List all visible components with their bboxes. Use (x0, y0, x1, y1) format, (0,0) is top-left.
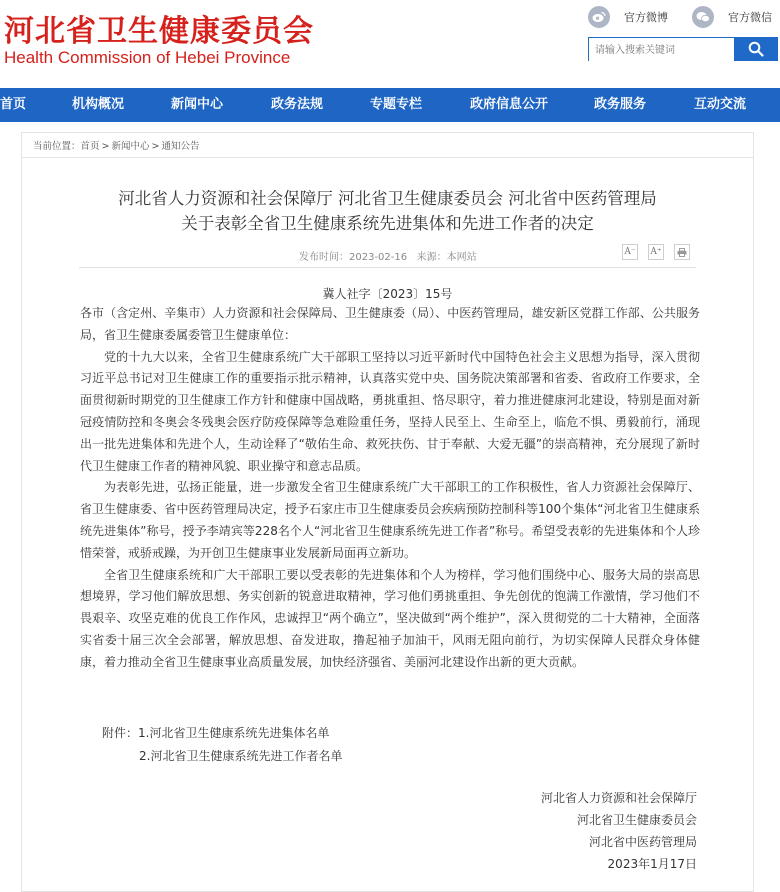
publish-date: 2023-02-16 (349, 252, 408, 263)
signature-org-3: 河北省中医药管理局 (588, 835, 697, 849)
article-title-line1: 河北省人力资源和社会保障厅 河北省卫生健康委员会 河北省中医药管理局 (118, 189, 657, 208)
wechat-label: 官方微信 (728, 11, 772, 24)
font-decrease-button[interactable] (622, 244, 638, 260)
main-nav (0, 88, 780, 122)
attachment-1 (102, 724, 329, 741)
site-logo-subtitle[interactable]: Health Commission of Hebei Province (4, 48, 291, 67)
nav-disclosure[interactable]: 政府信息公开 (470, 97, 549, 112)
search-icon (748, 41, 764, 57)
article-body (80, 303, 700, 674)
search-button[interactable] (734, 37, 778, 61)
breadcrumb-separator: > (101, 141, 110, 152)
breadcrumb-home[interactable]: 首页 (80, 141, 100, 152)
article-tools (622, 244, 700, 260)
search-box (588, 37, 734, 61)
font-increase-icon: A⁺ (650, 247, 662, 257)
signature-org-2: 河北省卫生健康委员会 (576, 813, 697, 827)
nav-news[interactable]: 新闻中心 (171, 97, 224, 112)
wechat-link[interactable] (692, 6, 772, 28)
signature-date: 2023年1月17日 (607, 857, 697, 871)
nav-home[interactable]: 首页 (0, 97, 27, 112)
source-value: 本网站 (446, 252, 477, 263)
weibo-icon (588, 6, 610, 28)
nav-services[interactable]: 政务服务 (594, 97, 647, 112)
attachment-link-1[interactable]: 1.河北省卫生健康系统先进集体名单 (138, 726, 330, 740)
attachment-link-2[interactable]: 2.河北省卫生健康系统先进工作者名单 (139, 749, 343, 763)
breadcrumb-divider (22, 157, 753, 158)
meta-divider (79, 267, 696, 268)
font-decrease-icon: A⁻ (624, 247, 636, 257)
print-icon (677, 248, 687, 257)
nav-about[interactable]: 机构概况 (72, 97, 125, 112)
nav-interaction[interactable]: 互动交流 (694, 97, 747, 112)
breadcrumb-notices[interactable]: 通知公告 (161, 141, 200, 152)
print-button[interactable] (674, 244, 690, 260)
source-label: 来源： (416, 252, 447, 263)
font-increase-button[interactable] (648, 244, 664, 260)
search-input[interactable] (589, 40, 734, 62)
publish-label: 发布时间： (299, 252, 349, 263)
attachment-label: 附件： (102, 726, 139, 740)
weibo-link[interactable] (588, 6, 668, 28)
body-paragraph: 为表彰先进，弘扬正能量，进一步激发全省卫生健康系统广大干部职工的工作积极性，省人力资源社会保障厅、省卫生健康委、省中医药管理局决定，授予石家庄市卫生健康委员会疾病预防控制科等100个集体“河北省卫生健康系统先进集体”称号，授予李靖宾等228名个人“河北省卫生健康系统先进工作者”称号。希望受表彰的先进集体和个人珍惜荣誉，戒骄戒躁，为开创卫生健康事业发展新局面再立新功。 (80, 480, 700, 560)
breadcrumb-prefix: 当前位置： (33, 141, 81, 152)
recipients-paragraph: 各市（含定州、辛集市）人力资源和社会保障局、卫生健康委（局）、中医药管理局，雄安新区党群工作部、公共服务局，省卫生健康委属委管卫生健康单位： (80, 306, 700, 342)
wechat-icon (692, 6, 714, 28)
breadcrumb (33, 138, 200, 152)
signature-org-1: 河北省人力资源和社会保障厅 (540, 791, 697, 805)
breadcrumb-news[interactable]: 新闻中心 (111, 141, 150, 152)
breadcrumb-separator: > (151, 141, 160, 152)
site-logo-title[interactable]: 河北省卫生健康委员会 (4, 14, 314, 49)
attachment-2 (139, 747, 342, 764)
article-meta (299, 248, 477, 263)
weibo-label: 官方微博 (624, 11, 668, 24)
nav-regulations[interactable]: 政务法规 (271, 97, 324, 112)
nav-topics[interactable]: 专题专栏 (370, 97, 423, 112)
article-panel (21, 132, 754, 892)
body-paragraph: 党的十九大以来，全省卫生健康系统广大干部职工坚持以习近平新时代中国特色社会主义思想为指导，深入贯彻习近平总书记对卫生健康工作的重要指示批示精神，认真落实党中央、国务院决策部署和省委、省政府工作要求，全面贯彻新时期党的卫生健康工作方针和健康中国战略，勇挑重担、恪尽职守，着力推进健康河北建设，特别是面对新冠疫情防控和冬奥会冬残奥会医疗防疫保障等急难险重任务，坚持人民至上、生命至上，临危不惧、勇毅前行，涌现出一批先进集体和先进个人，生动诠释了“敬佑生命、救死扶伤、甘于奉献、大爱无疆”的崇高精神，充分展现了新时代卫生健康工作者的精神风貌、职业操守和意志品质。 (80, 349, 700, 473)
site-header (0, 0, 780, 88)
body-paragraph: 全省卫生健康系统和广大干部职工要以受表彰的先进集体和个人为榜样，学习他们围绕中心、服务大局的崇高思想境界，学习他们解放思想、务实创新的锐意进取精神，学习他们勇挑重担、争先创优的饱满工作激情，学习他们不畏艰辛、攻坚克难的优良工作作风，忠诚捍卫“两个确立”，坚决做到“两个维护”，深入贯彻党的二十大精神，全面落实省委十届三次全会部署，解放思想、奋发进取，撸起袖子加油干，风雨无阻向前行，为切实保障人民群众身体健康，着力推动全省卫生健康事业高质量发展，加快经济强省、美丽河北建设作出新的更大贡献。 (80, 567, 700, 669)
article-title-line2: 关于表彰全省卫生健康系统先进集体和先进工作者的决定 (181, 214, 594, 233)
document-number: 冀人社字〔2023〕15号 (322, 287, 453, 301)
